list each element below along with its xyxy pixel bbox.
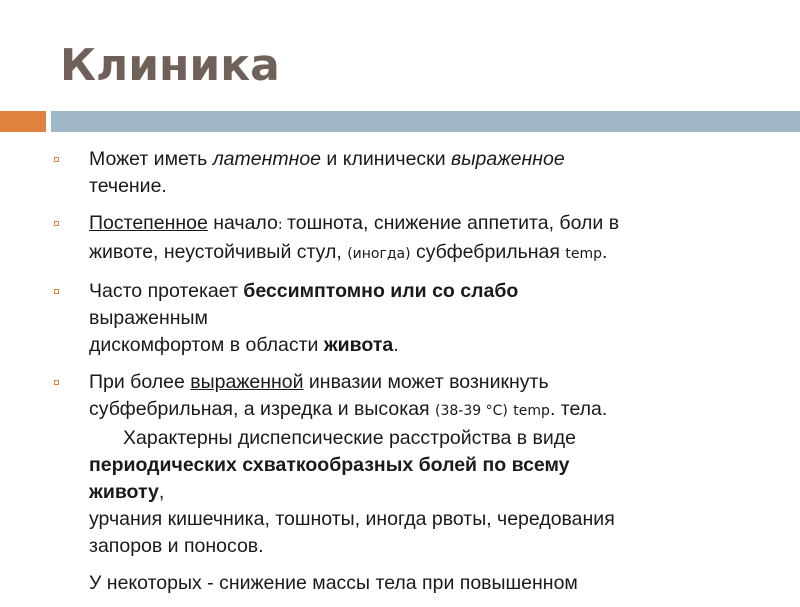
- bullet-text: течение.: [89, 175, 167, 197]
- bullet-text: У некоторых - снижение массы тела при повышенном: [89, 572, 578, 594]
- square-bullet-icon: [54, 157, 59, 162]
- bullet-text-bold: животу: [89, 481, 159, 503]
- bullet-text: субфебрильная: [410, 241, 566, 263]
- bullet-item-pronounced-invasion: [54, 369, 770, 560]
- bullet-text: выраженным: [89, 307, 208, 329]
- bullet-text: запоров и поносов.: [89, 535, 264, 557]
- square-bullet-icon: [54, 380, 59, 385]
- bullet-text: ,: [158, 481, 165, 503]
- bullet-item-latent-course: [54, 146, 770, 200]
- bullet-text: (38-39 °С): [435, 403, 508, 419]
- bullet-text: Может иметь: [89, 148, 213, 170]
- square-bullet-icon: [54, 289, 59, 294]
- bullet-text-bold: бессимптомно или со слабо: [243, 280, 519, 302]
- bullet-text: тошнота, снижение аппетита, боли в: [287, 212, 620, 234]
- bullet-text: .: [601, 241, 608, 263]
- bullet-text-bold: периодических схваткообразных болей по всему: [89, 454, 570, 476]
- bullet-text: Часто протекает: [89, 280, 244, 302]
- bullet-text: temp: [513, 403, 550, 419]
- bullet-text: урчания кишечника, тошноты, иногда рвоты, чередования: [89, 508, 615, 530]
- bullet-text: .: [393, 334, 399, 356]
- bullet-text: инвазии может возникнуть: [303, 371, 549, 393]
- bullet-text-italic: латентное: [212, 148, 322, 170]
- bullet-text-underlined: выраженной: [190, 371, 304, 393]
- bullet-item-asymptomatic: [54, 278, 770, 359]
- bullet-text: и клинически: [321, 148, 452, 170]
- bullet-text: начало: [207, 212, 278, 234]
- bullet-list: [54, 146, 770, 607]
- bullet-text-italic: выраженное: [451, 148, 565, 170]
- title-bar-blue: [51, 111, 800, 132]
- square-bullet-icon: [54, 221, 59, 226]
- bullet-item-weight-loss: [54, 570, 770, 597]
- bullet-text-bold: живота: [323, 334, 394, 356]
- bullet-text: temp: [565, 246, 602, 262]
- bullet-text: При более: [89, 371, 191, 393]
- bullet-text: Характерны диспепсические расстройства в виде: [123, 427, 577, 449]
- bullet-item-gradual-onset: [54, 210, 770, 268]
- bullet-text: :: [277, 217, 288, 233]
- title-bar-orange: [0, 111, 46, 132]
- bullet-text-underlined: Постепенное: [89, 212, 208, 234]
- bullet-text: субфебрильная, а изредка и высокая: [89, 398, 436, 420]
- bullet-text: . тела.: [549, 398, 608, 420]
- bullet-text: (иногда): [347, 246, 411, 262]
- bullet-text: дискомфортом в области: [89, 334, 324, 356]
- slide-title: Клиника: [60, 40, 280, 91]
- bullet-text: животе, неустойчивый стул,: [89, 241, 348, 263]
